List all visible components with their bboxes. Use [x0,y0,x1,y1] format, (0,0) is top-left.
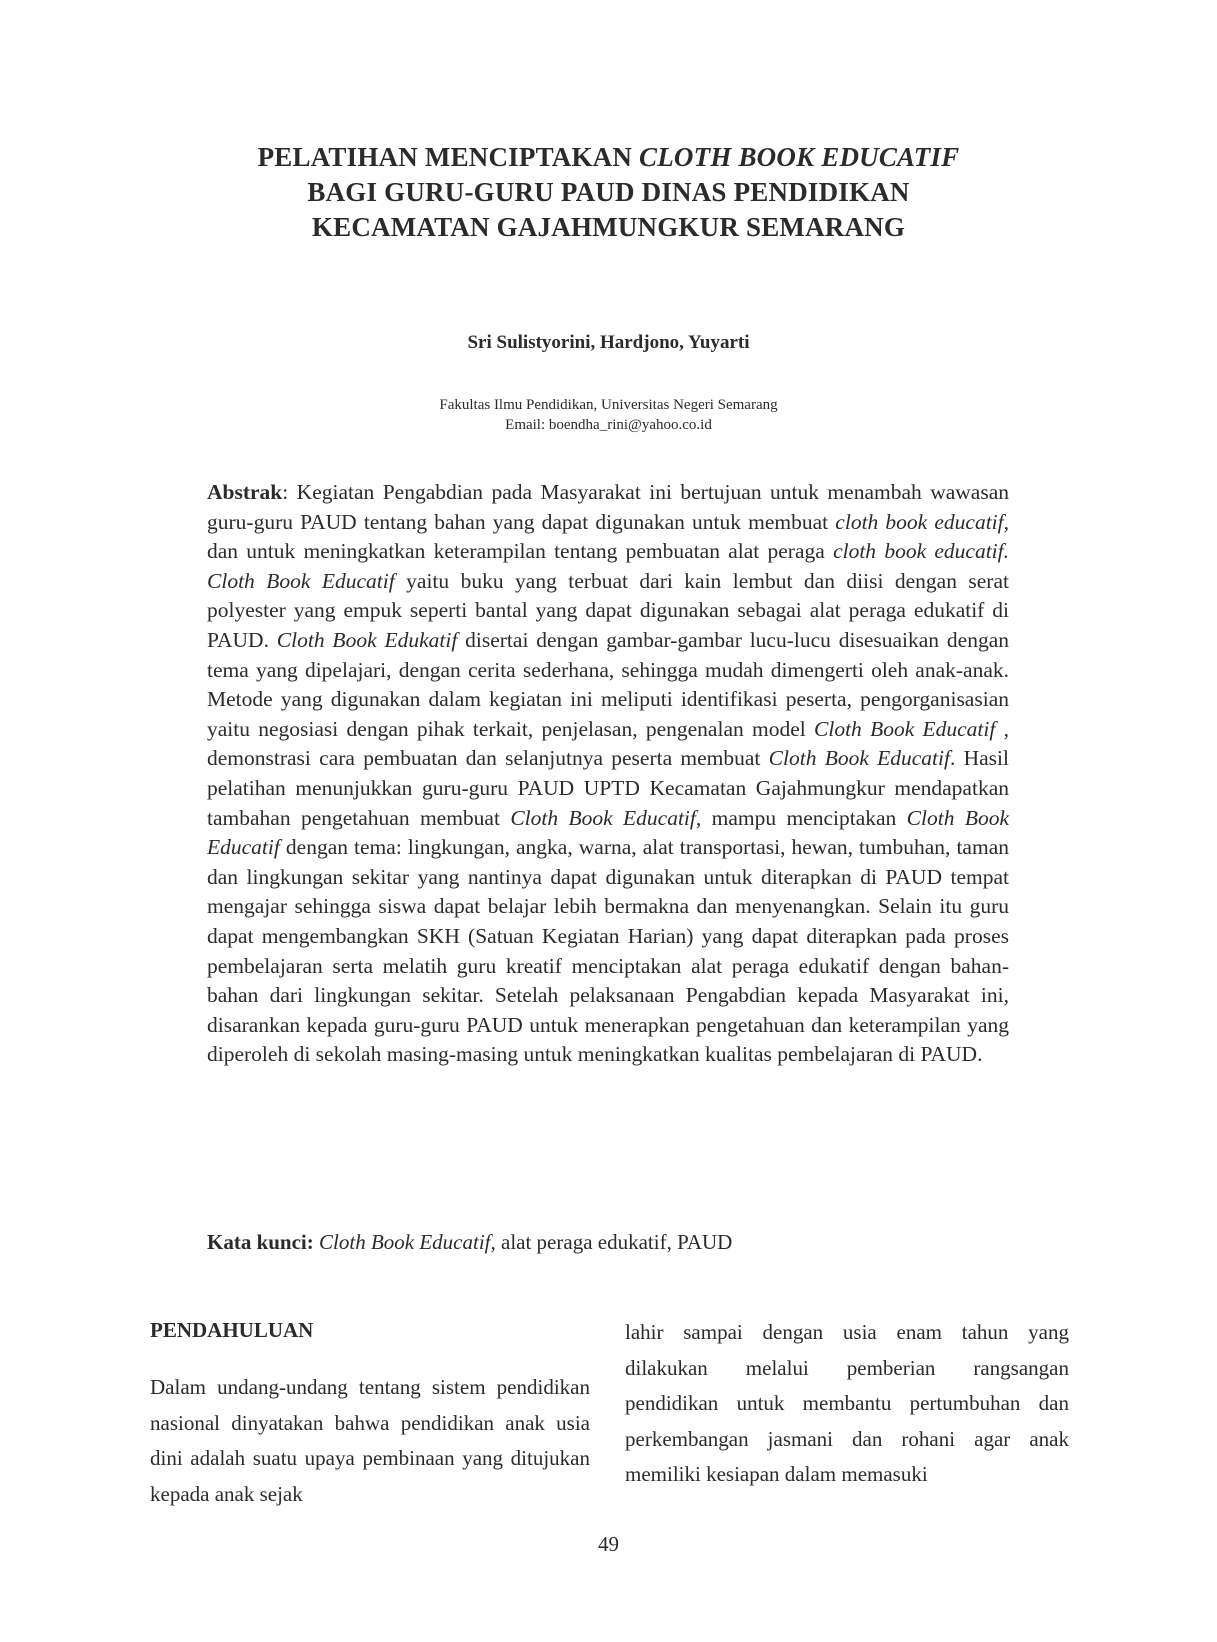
keywords-italic-term: Cloth Book Educatif, [319,1230,496,1254]
page-number: 49 [598,1532,619,1556]
section-heading: PENDAHULUAN [150,1318,314,1342]
keywords-label: Kata kunci: [207,1230,314,1254]
abstract-text-segment: dan untuk meningkatkan keterampilan tentang pembuatan alat peraga [207,539,834,564]
abstract-text-segment: . Hasil pelatihan menunjukkan guru-guru PAUD UPTD Kecamatan Gajahmungkur mendapatkan tambahan pengetahuan membuat [207,746,1009,830]
abstract-italic-term: cloth book educatif, [835,509,1009,534]
abstract-text-segment: : Kegiatan Pengabdian pada Masyarakat ini bertujuan untuk menambah wawasan guru-guru PAUD tentang bahan yang dapat digunakan untuk membuat [207,480,1009,534]
left-column-text: Dalam undang-undang tentang sistem pendidikan nasional dinyatakan bahwa pendidikan anak usia dini adalah suatu upaya pembinaan yang ditujukan kepada anak sejak [150,1375,590,1506]
title-line-2: BAGI GURU-GURU PAUD DINAS PENDIDIKAN [307,177,910,207]
title-line-3: KECAMATAN GAJAHMUNGKUR SEMARANG [311,212,906,242]
right-column-text: lahir sampai dengan usia enam tahun yang dilakukan melalui pemberian rangsangan pendidikan untuk membantu pertumbuhan dan perkembangan jasmani dan rohani agar anak memiliki kesiapan dalam memasuki [625,1320,1069,1486]
abstract-text-segment: mampu menciptakan [701,805,907,830]
abstract-italic-term: Cloth Book Educatif [207,805,1009,860]
paper-title [100,140,1117,245]
title-line-1: PELATIHAN MENCIPTAKAN CLOTH BOOK EDUCATIF [257,142,960,172]
abstract-label: Abstrak [207,480,283,504]
abstract-italic-term: Cloth Book Educatif [768,746,950,771]
author-list: Sri Sulistyorini, Hardjono, Yuyarti [467,332,750,353]
abstract-italic-term: cloth book educatif. Cloth Book Educatif [207,539,1009,593]
affiliation-block [0,395,1217,435]
abstract-text-segment: disertai dengan gambar-gambar lucu-lucu disesuaikan dengan tema yang dipelajari, dengan cerita sederhana, sehingga mudah dimengerti oleh anak-anak. Metode yang digunakan dalam kegiatan ini meliputi identifikasi peserta, pengorganisasian yaitu negosiasi dengan pihak terkait, penjelasan, pengenalan model [207,627,1009,741]
title-italic-term: CLOTH BOOK EDUCATIF [639,142,960,172]
abstract-italic-term: Cloth Book Educatif, [510,805,702,830]
keywords-rest: alat peraga edukatif, PAUD [495,1230,733,1254]
affiliation-institution: Fakultas Ilmu Pendidikan, Universitas Negeri Semarang [439,397,778,413]
abstract-italic-term: Cloth Book Edukatif [276,627,458,652]
affiliation-email: Email: boendha_rini@yahoo.co.id [505,417,712,433]
abstract-body [207,480,1009,1066]
abstract-paragraph [207,478,1009,1070]
abstract-text-segment: , demonstrasi cara pembuatan dan selanjutnya peserta membuat [207,716,1009,771]
abstract-text-segment: dengan tema: lingkungan, angka, warna, alat transportasi, hewan, tumbuhan, taman dan lingkungan sekitar yang nantinya dapat digunakan untuk diterapkan di PAUD tempat mengajar sehingga siswa dapat belajar lebih bermakna dan menyenangkan. Selain itu guru dapat mengembangkan SKH (Satuan Kegiatan Harian) yang dapat diterapkan pada proses pembelajaran serta melatih guru kreatif menciptakan alat peraga edukatif dengan bahan-bahan dari lingkungan sekitar. Setelah pelaksanaan Pengabdian kepada Masyarakat ini, disarankan kepada guru-guru PAUD untuk menerapkan pengetahuan dan keterampilan yang diperoleh di sekolah masing-masing untuk meningkatkan kualitas pembelajaran di PAUD. [207,835,1009,1067]
abstract-italic-term: Cloth Book Educatif [814,716,996,741]
keywords-line [207,1230,732,1255]
abstract-text-segment: yaitu buku yang terbuat dari kain lembut dan diisi dengan serat polyester yang empuk seperti bantal yang dapat digunakan sebagai alat peraga edukatif di PAUD. [207,568,1009,652]
